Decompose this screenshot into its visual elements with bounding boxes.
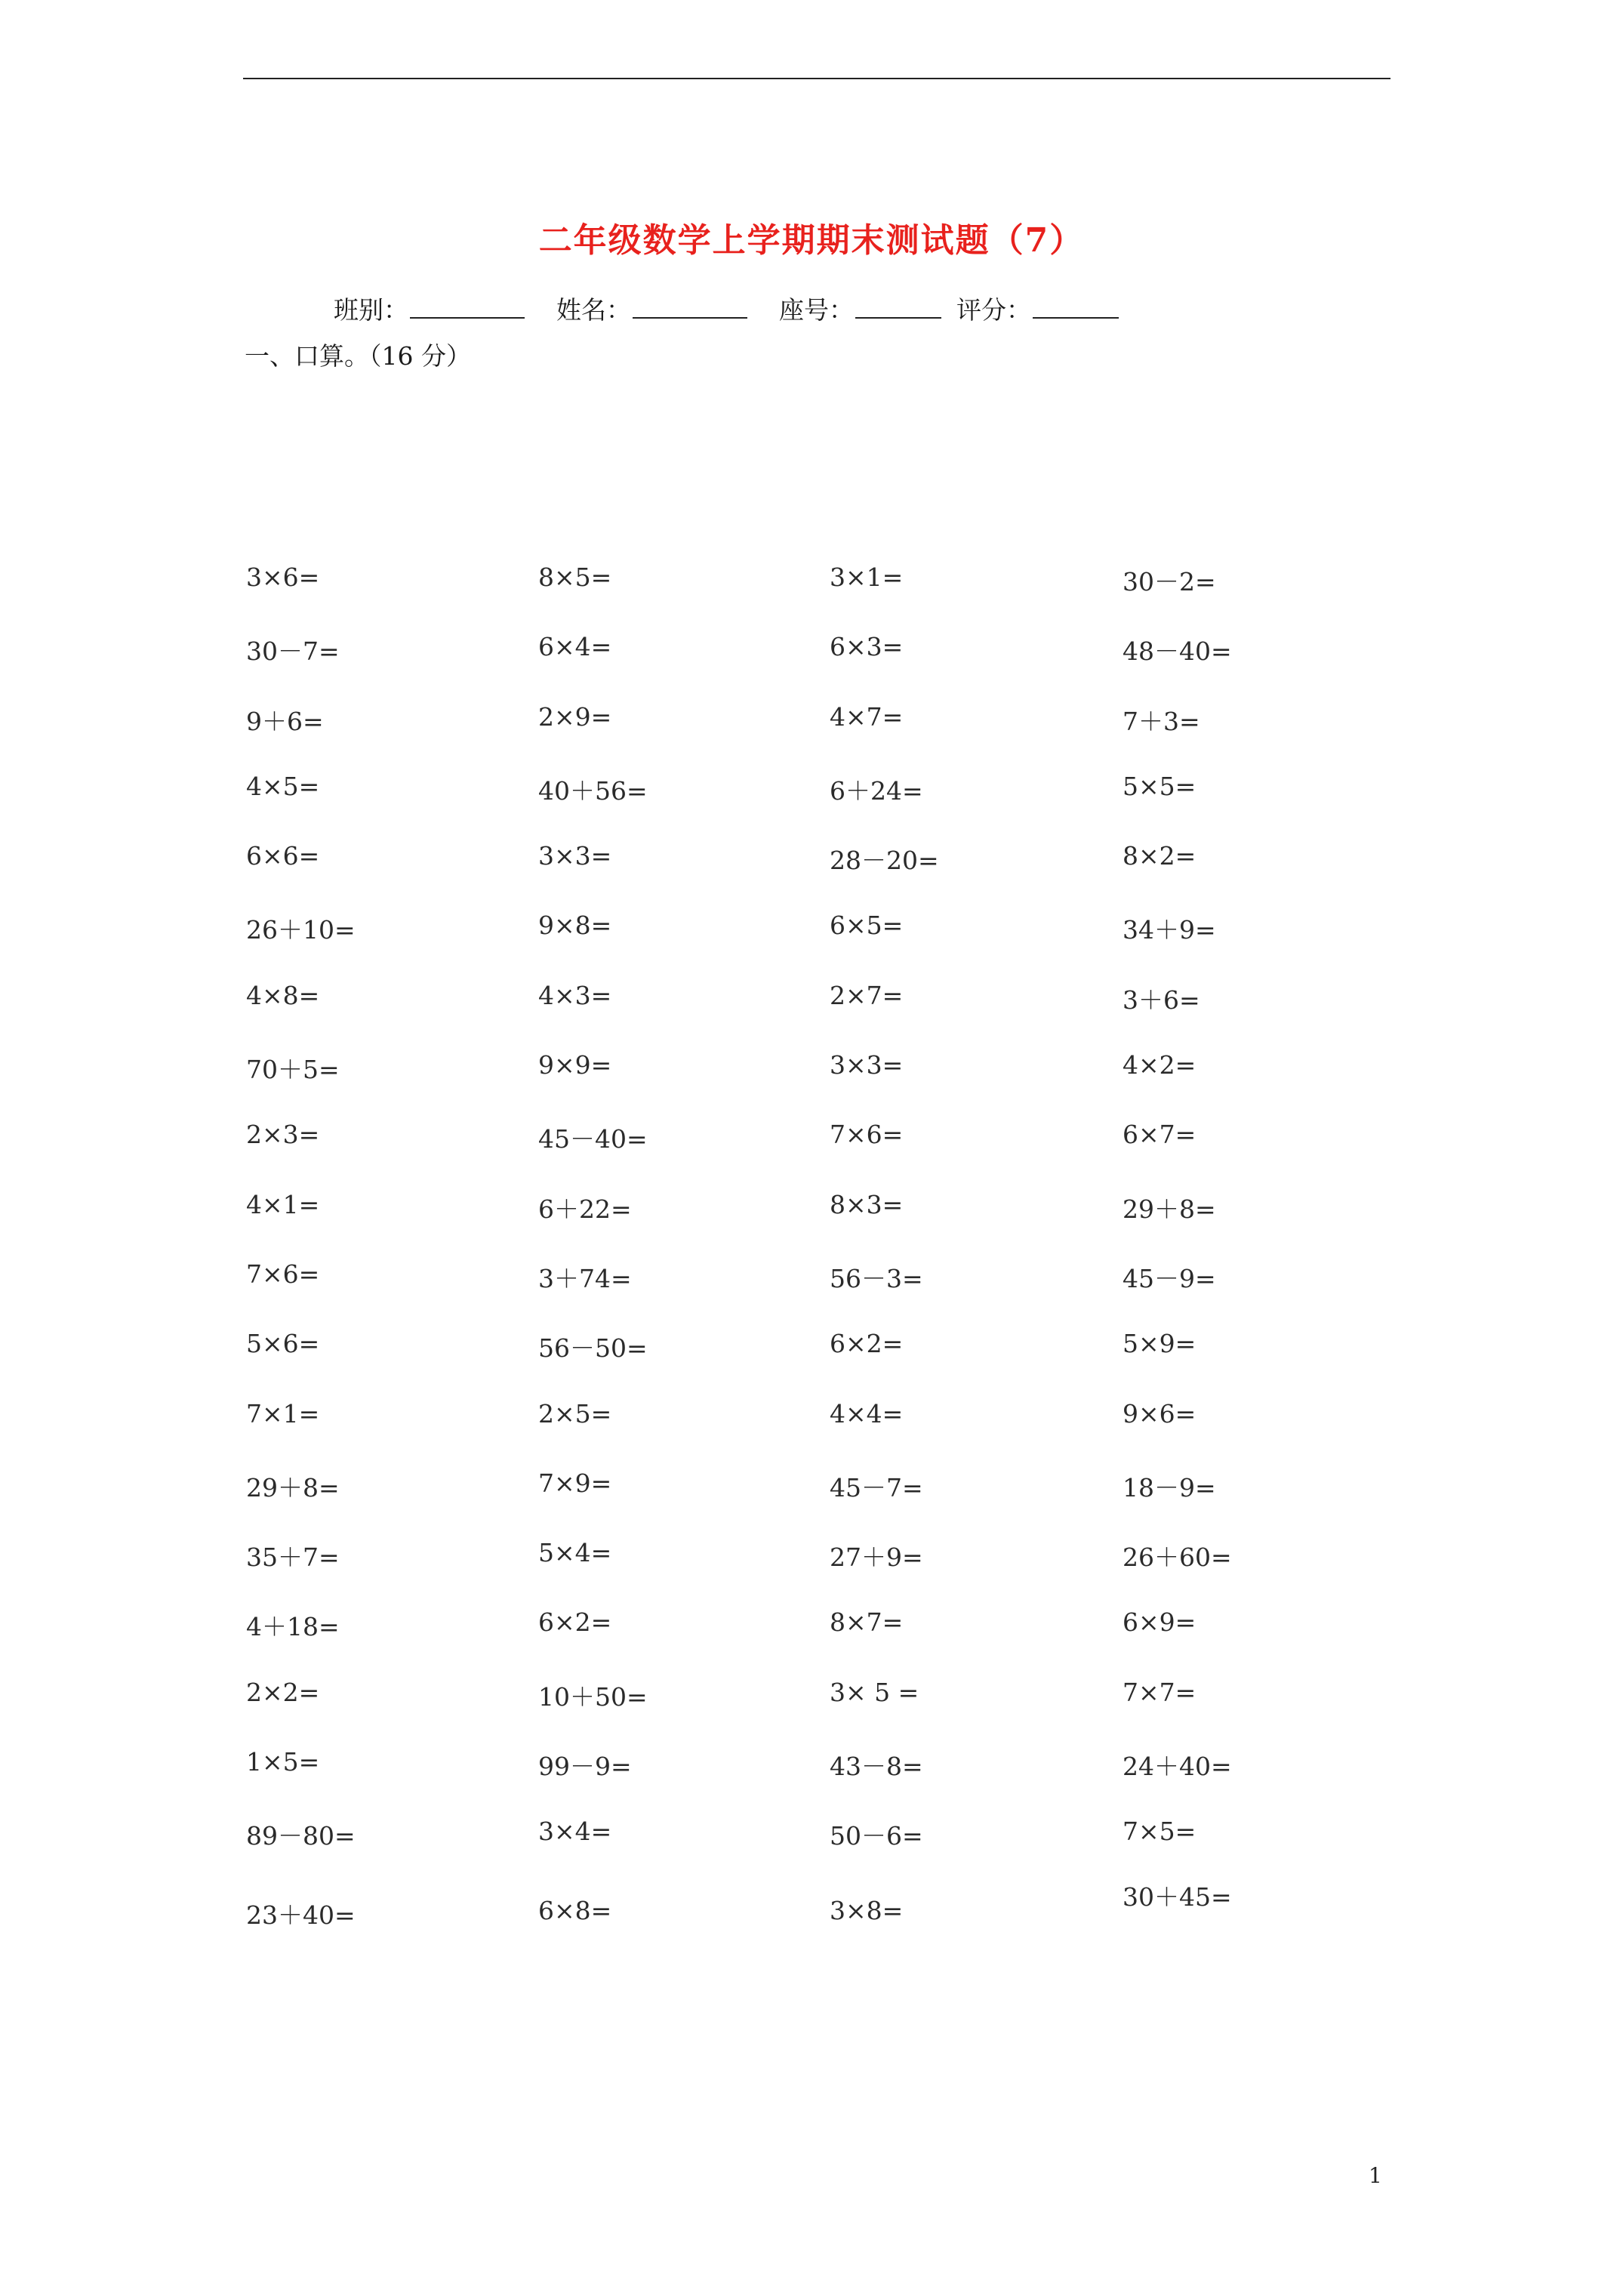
arithmetic-problem: 8×3= <box>830 1189 904 1219</box>
arithmetic-problem: 6×8= <box>538 1895 612 1925</box>
arithmetic-problem: 3×4= <box>538 1817 612 1847</box>
problem-row <box>246 1190 1394 1259</box>
header-rule <box>243 78 1390 79</box>
arithmetic-problem: 5×9= <box>1123 1329 1196 1359</box>
arithmetic-problem: 28－20= <box>830 846 939 876</box>
arithmetic-problem: 4×2= <box>1123 1050 1196 1080</box>
arithmetic-problem: 2×9= <box>538 701 612 732</box>
arithmetic-problem: 56－3= <box>830 1263 923 1293</box>
arithmetic-problem: 30－7= <box>246 636 340 667</box>
arithmetic-problem: 2×3= <box>246 1120 320 1150</box>
problem-row <box>246 1747 1394 1817</box>
arithmetic-problem: 6×6= <box>246 841 320 871</box>
problem-row <box>246 1817 1394 1886</box>
arithmetic-problem: 8×5= <box>538 562 612 592</box>
class-field <box>334 291 556 326</box>
problem-row <box>246 562 1394 632</box>
arithmetic-problem: 2×7= <box>830 980 904 1010</box>
arithmetic-problem: 23＋40= <box>246 1900 356 1930</box>
arithmetic-problem: 6×7= <box>1123 1120 1196 1150</box>
problem-row <box>246 632 1394 701</box>
arithmetic-problem: 3×3= <box>830 1050 904 1080</box>
arithmetic-problem: 29＋8= <box>1123 1194 1216 1224</box>
arithmetic-problem: 30－2= <box>1123 567 1216 596</box>
oral-arithmetic-grid <box>246 562 1394 1962</box>
arithmetic-problem: 6×2= <box>538 1607 612 1638</box>
arithmetic-problem: 4×4= <box>830 1398 904 1428</box>
arithmetic-problem: 3×8= <box>830 1895 904 1925</box>
seat-blank[interactable] <box>855 297 941 319</box>
problem-row <box>246 1259 1394 1329</box>
arithmetic-problem: 7×7= <box>1123 1677 1196 1707</box>
arithmetic-problem: 4×7= <box>830 701 904 732</box>
arithmetic-problem: 56－50= <box>538 1333 648 1364</box>
seat-field <box>779 291 956 326</box>
seat-label: 座号： <box>779 295 854 325</box>
arithmetic-problem: 34＋9= <box>1123 915 1216 945</box>
name-blank[interactable] <box>633 297 747 319</box>
arithmetic-problem: 4×8= <box>246 980 320 1010</box>
arithmetic-problem: 45－7= <box>830 1472 923 1502</box>
arithmetic-problem: 3×1= <box>830 562 904 592</box>
arithmetic-problem: 99－9= <box>538 1752 632 1782</box>
arithmetic-problem: 35＋7= <box>246 1542 340 1573</box>
arithmetic-problem: 5×5= <box>1123 771 1196 801</box>
arithmetic-problem: 27＋9= <box>830 1542 923 1573</box>
arithmetic-problem: 9＋6= <box>246 706 324 736</box>
arithmetic-problem: 3×3= <box>538 841 612 871</box>
problem-row <box>246 772 1394 841</box>
arithmetic-problem: 45－40= <box>538 1124 648 1154</box>
section-heading-oral-arithmetic: 一、口算。（16 分） <box>245 341 471 371</box>
arithmetic-problem: 2×2= <box>246 1677 320 1707</box>
arithmetic-problem: 3×6= <box>246 562 320 592</box>
arithmetic-problem: 48－40= <box>1123 636 1232 667</box>
arithmetic-problem: 89－80= <box>246 1821 356 1851</box>
score-field <box>956 291 1134 326</box>
arithmetic-problem: 1×5= <box>246 1747 320 1777</box>
score-label: 评分： <box>956 295 1031 325</box>
arithmetic-problem: 26＋10= <box>246 915 356 945</box>
arithmetic-problem: 43－8= <box>830 1752 923 1782</box>
problem-row <box>246 1538 1394 1607</box>
arithmetic-problem: 8×2= <box>1123 841 1196 871</box>
problem-row <box>246 981 1394 1050</box>
arithmetic-problem: 29＋8= <box>246 1472 340 1502</box>
problem-row <box>246 1050 1394 1120</box>
arithmetic-problem: 6×4= <box>538 632 612 662</box>
problem-row <box>246 1607 1394 1677</box>
arithmetic-problem: 24＋40= <box>1123 1752 1232 1782</box>
student-info-line <box>334 291 1134 326</box>
arithmetic-problem: 26＋60= <box>1123 1542 1232 1573</box>
name-label: 姓名： <box>556 295 631 325</box>
score-blank[interactable] <box>1033 297 1119 319</box>
problem-row <box>246 911 1394 980</box>
arithmetic-problem: 3× 5 = <box>830 1677 919 1707</box>
arithmetic-problem: 4＋18= <box>246 1612 340 1642</box>
page-number: 1 <box>1369 2163 1382 2188</box>
arithmetic-problem: 4×3= <box>538 980 612 1010</box>
arithmetic-problem: 8×7= <box>830 1607 904 1638</box>
name-field <box>556 291 779 326</box>
arithmetic-problem: 18－9= <box>1123 1472 1216 1502</box>
arithmetic-problem: 4×5= <box>246 771 320 801</box>
problem-row <box>246 841 1394 911</box>
class-blank[interactable] <box>410 297 525 319</box>
arithmetic-problem: 6×5= <box>830 911 904 941</box>
arithmetic-problem: 70＋5= <box>246 1055 340 1085</box>
arithmetic-problem: 30＋45= <box>1123 1881 1232 1912</box>
problem-row <box>246 1399 1394 1469</box>
arithmetic-problem: 5×6= <box>246 1329 320 1359</box>
arithmetic-problem: 9×9= <box>538 1050 612 1080</box>
arithmetic-problem: 7×6= <box>830 1120 904 1150</box>
problem-row <box>246 1678 1394 1747</box>
arithmetic-problem: 6×2= <box>830 1329 904 1359</box>
arithmetic-problem: 9×6= <box>1123 1398 1196 1428</box>
arithmetic-problem: 10＋50= <box>538 1681 648 1712</box>
arithmetic-problem: 6×9= <box>1123 1607 1196 1638</box>
arithmetic-problem: 6＋22= <box>538 1194 632 1224</box>
problem-row <box>246 1120 1394 1189</box>
problem-row <box>246 1881 1394 1962</box>
problem-row <box>246 1329 1394 1398</box>
problem-row <box>246 702 1394 772</box>
arithmetic-problem: 7＋3= <box>1123 706 1200 736</box>
arithmetic-problem: 7×1= <box>246 1398 320 1428</box>
arithmetic-problem: 2×5= <box>538 1398 612 1428</box>
arithmetic-problem: 9×8= <box>538 911 612 941</box>
arithmetic-problem: 3＋6= <box>1123 985 1200 1015</box>
class-label: 班别： <box>334 295 408 325</box>
arithmetic-problem: 50－6= <box>830 1821 923 1851</box>
arithmetic-problem: 3＋74= <box>538 1263 632 1293</box>
arithmetic-problem: 7×9= <box>538 1468 612 1498</box>
arithmetic-problem: 40＋56= <box>538 775 648 806</box>
problem-row <box>246 1469 1394 1538</box>
arithmetic-problem: 45－9= <box>1123 1263 1216 1293</box>
arithmetic-problem: 6×3= <box>830 632 904 662</box>
arithmetic-problem: 7×6= <box>246 1259 320 1289</box>
page-title: 二年级数学上学期期末测试题（7） <box>538 221 1085 260</box>
arithmetic-problem: 5×4= <box>538 1538 612 1568</box>
arithmetic-problem: 4×1= <box>246 1189 320 1219</box>
arithmetic-problem: 7×5= <box>1123 1817 1196 1847</box>
arithmetic-problem: 6＋24= <box>830 775 923 806</box>
